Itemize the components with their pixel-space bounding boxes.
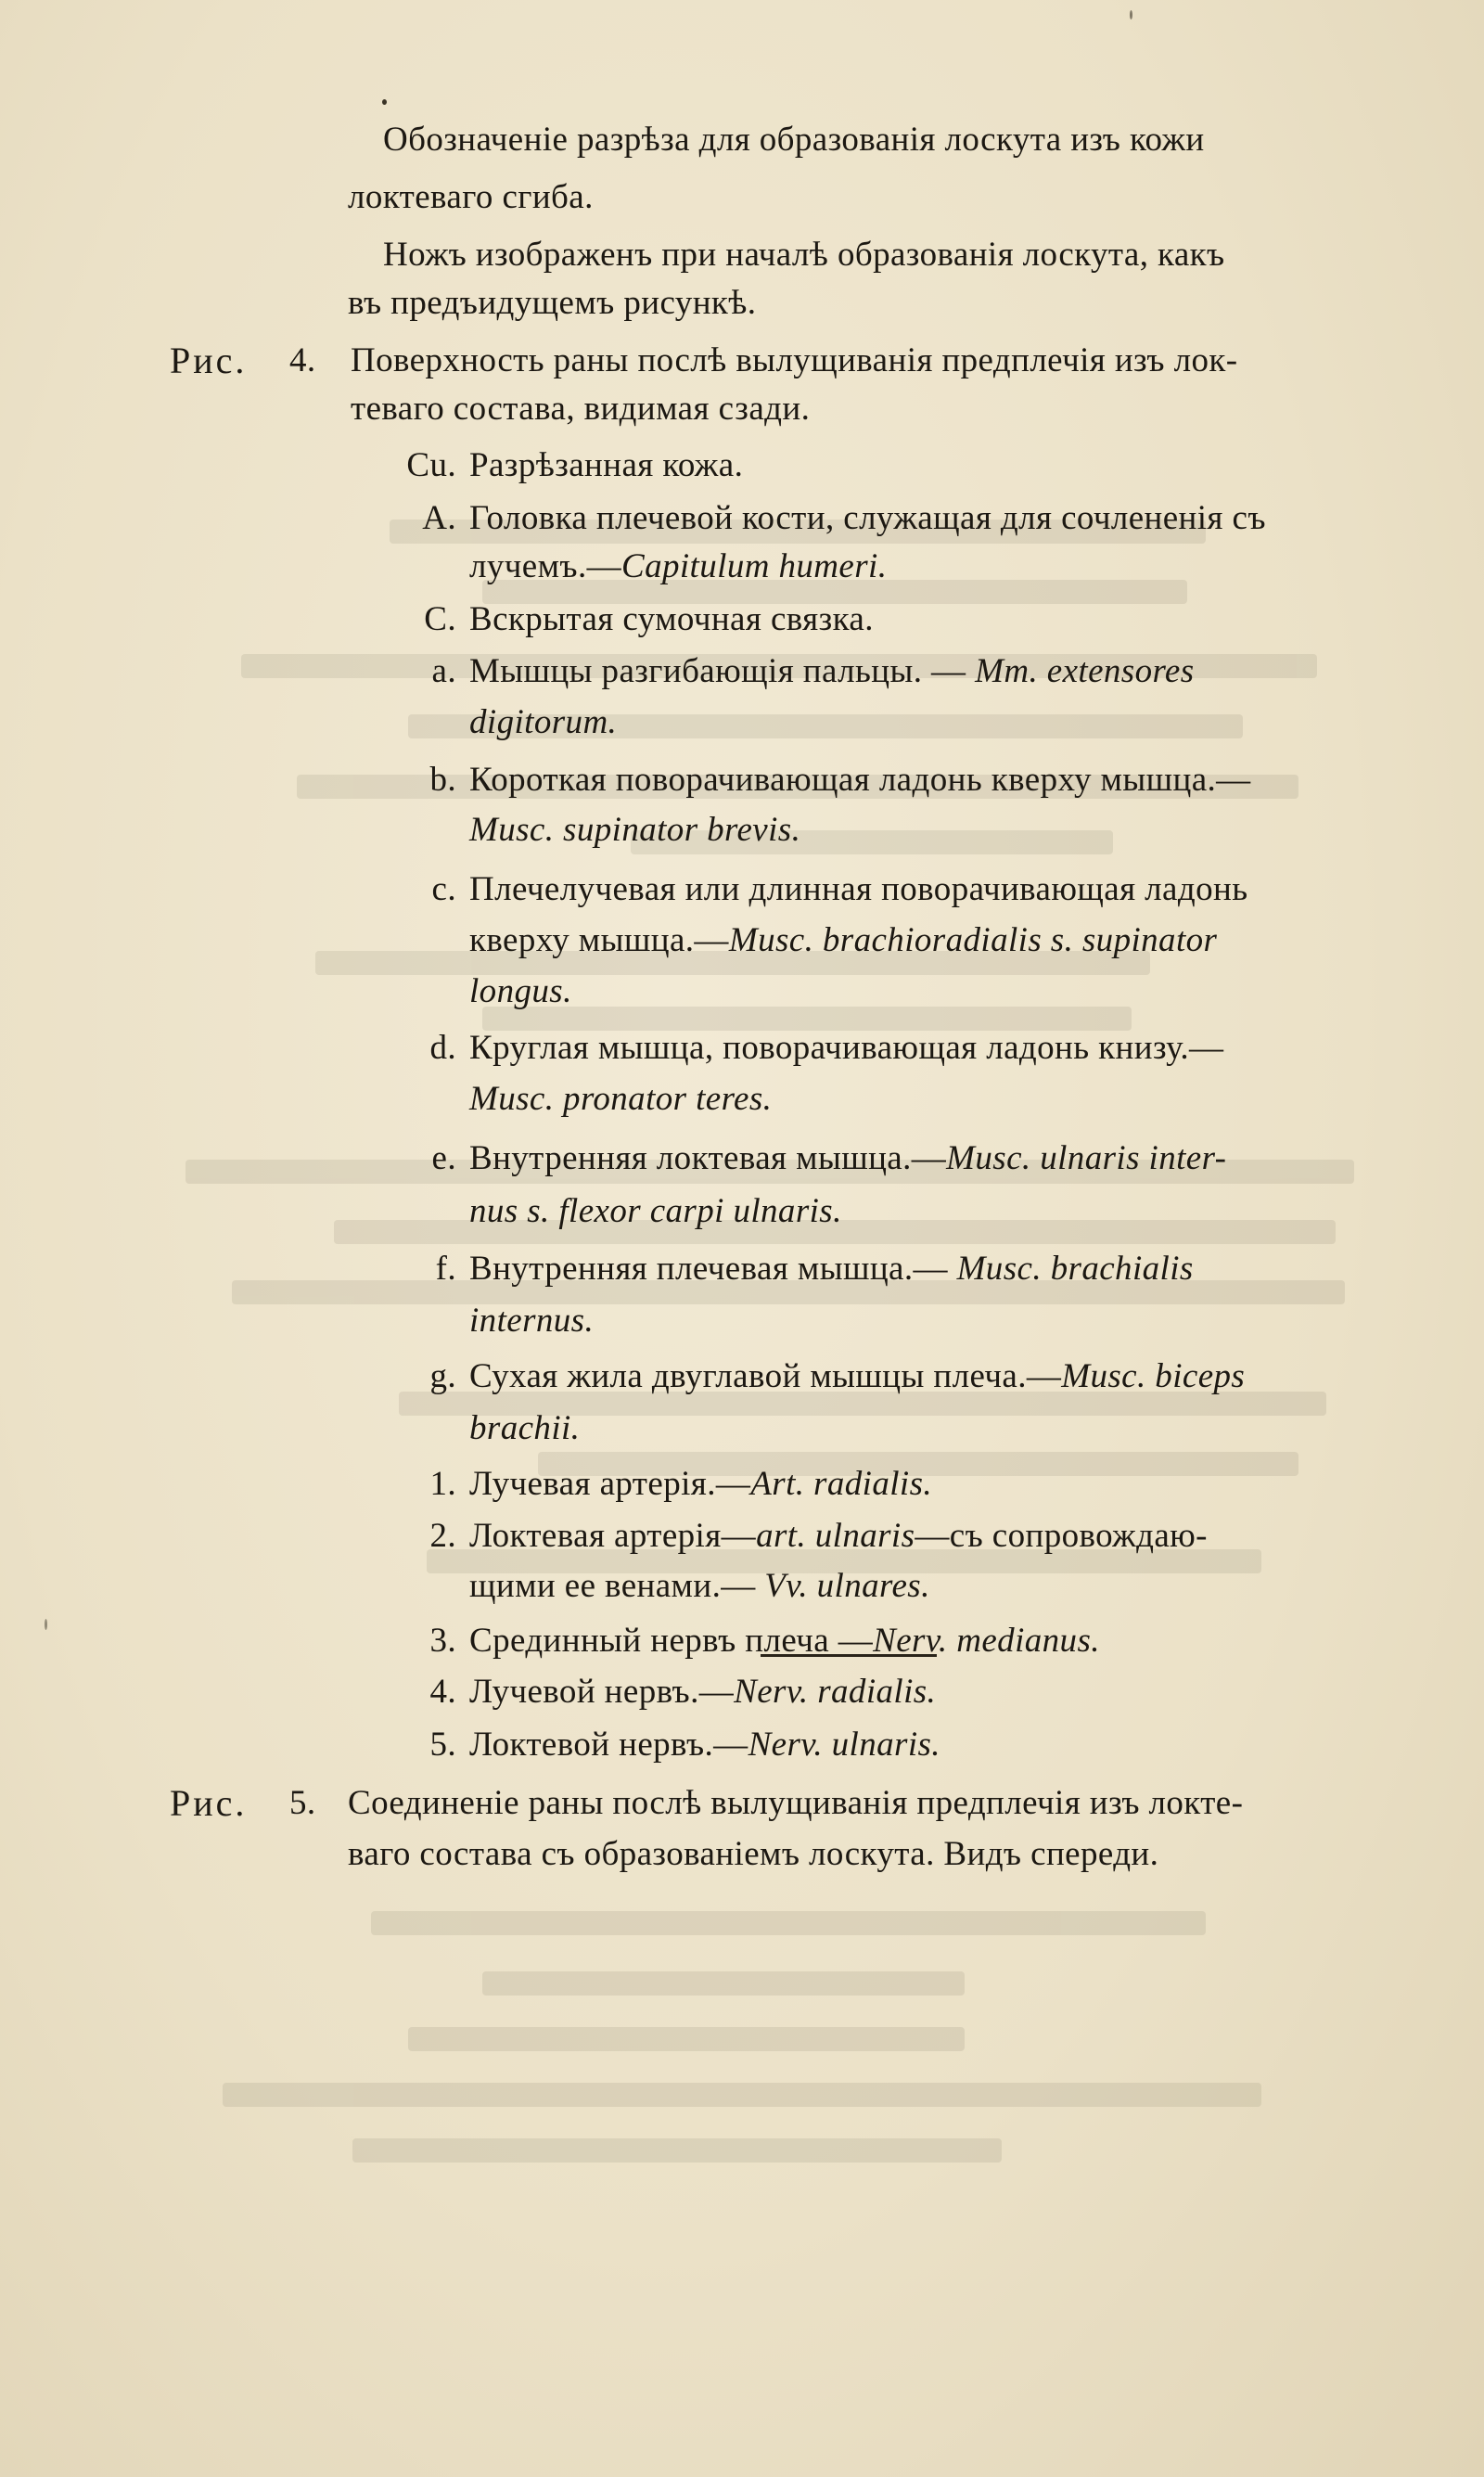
fig5-line-2: ваго состава съ образованіемъ лоскута. Видъ спереди. xyxy=(348,1835,1159,1873)
fig5-label: Рис. xyxy=(170,1782,248,1824)
fig4-line-2: теваго состава, видимая сзади. xyxy=(351,390,811,428)
fig4-label: Рис. xyxy=(170,340,248,381)
entry-text: Сухая жила двуглавой мышцы плеча.—Musc. biceps xyxy=(469,1357,1246,1395)
entry-latin: longus. xyxy=(469,972,572,1010)
intro-line-4: въ предъидущемъ рисункѣ. xyxy=(348,284,757,322)
entry-text: Лучевой нервъ.—Nerv. radialis. xyxy=(469,1673,937,1711)
entry-text: Внутренняя плечевая мышца.— Musc. brachialis xyxy=(469,1250,1194,1288)
ink-speck xyxy=(382,99,387,105)
entry-marker: A. xyxy=(422,499,456,537)
entry-text: Головка плечевой кости, служащая для сочлененія съ xyxy=(469,499,1266,537)
entry-marker: 3. xyxy=(429,1622,456,1660)
entry-text: Локтевая артерія—art. ulnaris—съ сопровождаю- xyxy=(469,1517,1208,1555)
ink-speck xyxy=(1130,10,1132,19)
closing-rule xyxy=(761,1654,937,1657)
entry-continuation: кверху мышца.—Musc. brachioradialis s. supinator xyxy=(469,921,1218,959)
entry-marker: Cu. xyxy=(406,446,456,484)
entry-latin: internus. xyxy=(469,1302,595,1340)
entry-text: Внутренняя локтевая мышца.—Musc. ulnaris inter- xyxy=(469,1139,1227,1177)
entry-text: Мышцы разгибающія пальцы. — Mm. extensores xyxy=(469,652,1195,690)
entry-marker: e. xyxy=(431,1139,456,1177)
entry-text: Разрѣзанная кожа. xyxy=(469,446,744,484)
fig5-number: 5. xyxy=(289,1784,316,1822)
entry-marker: b. xyxy=(429,761,456,799)
entry-text: Короткая поворачивающая ладонь кверху мышца.— xyxy=(469,761,1251,799)
entry-latin: digitorum. xyxy=(469,703,618,741)
entry-marker: 4. xyxy=(429,1673,456,1711)
entry-latin: Musc. pronator teres. xyxy=(469,1080,773,1118)
entry-marker: C. xyxy=(424,600,456,638)
entry-latin: brachii. xyxy=(469,1409,581,1447)
entry-marker: f. xyxy=(435,1250,456,1288)
entry-text: Локтевой нервъ.—Nerv. ulnaris. xyxy=(469,1726,940,1764)
entry-text: Плечелучевая или длинная поворачивающая ладонь xyxy=(469,870,1248,908)
intro-line-2: локтеваго сгиба. xyxy=(348,178,594,216)
entry-text: Круглая мышца, поворачивающая ладонь книзу.— xyxy=(469,1029,1224,1067)
fig4-line-1: Поверхность раны послѣ вылущиванія предплечія изъ лок- xyxy=(351,341,1238,379)
entry-marker: 5. xyxy=(429,1726,456,1764)
entry-marker: d. xyxy=(429,1029,456,1067)
fig4-number: 4. xyxy=(289,341,316,379)
entry-text: Лучевая артерія.—Art. radialis. xyxy=(469,1465,933,1503)
entry-continuation: лучемъ.—Capitulum humeri. xyxy=(469,547,888,585)
entry-marker: c. xyxy=(431,870,456,908)
entry-text: Вскрытая сумочная связка. xyxy=(469,600,874,638)
entry-text: Срединный нервъ плеча —Nerv. medianus. xyxy=(469,1622,1100,1660)
entry-marker: 2. xyxy=(429,1517,456,1555)
entry-continuation: щими ее венами.— Vv. ulnares. xyxy=(469,1567,930,1605)
ink-speck xyxy=(45,1619,47,1630)
entry-marker: 1. xyxy=(429,1465,456,1503)
entry-latin: nus s. flexor carpi ulnaris. xyxy=(469,1192,842,1230)
entry-marker: a. xyxy=(431,652,456,690)
fig5-line-1: Соединеніе раны послѣ вылущиванія предплечія изъ локте- xyxy=(348,1784,1244,1822)
intro-line-3: Ножъ изображенъ при началѣ образованія лоскута, какъ xyxy=(383,236,1225,274)
entry-latin: Musc. supinator brevis. xyxy=(469,811,801,849)
intro-line-1: Обозначеніе разрѣза для образованія лоскута изъ кожи xyxy=(383,121,1205,159)
entry-marker: g. xyxy=(429,1357,456,1395)
